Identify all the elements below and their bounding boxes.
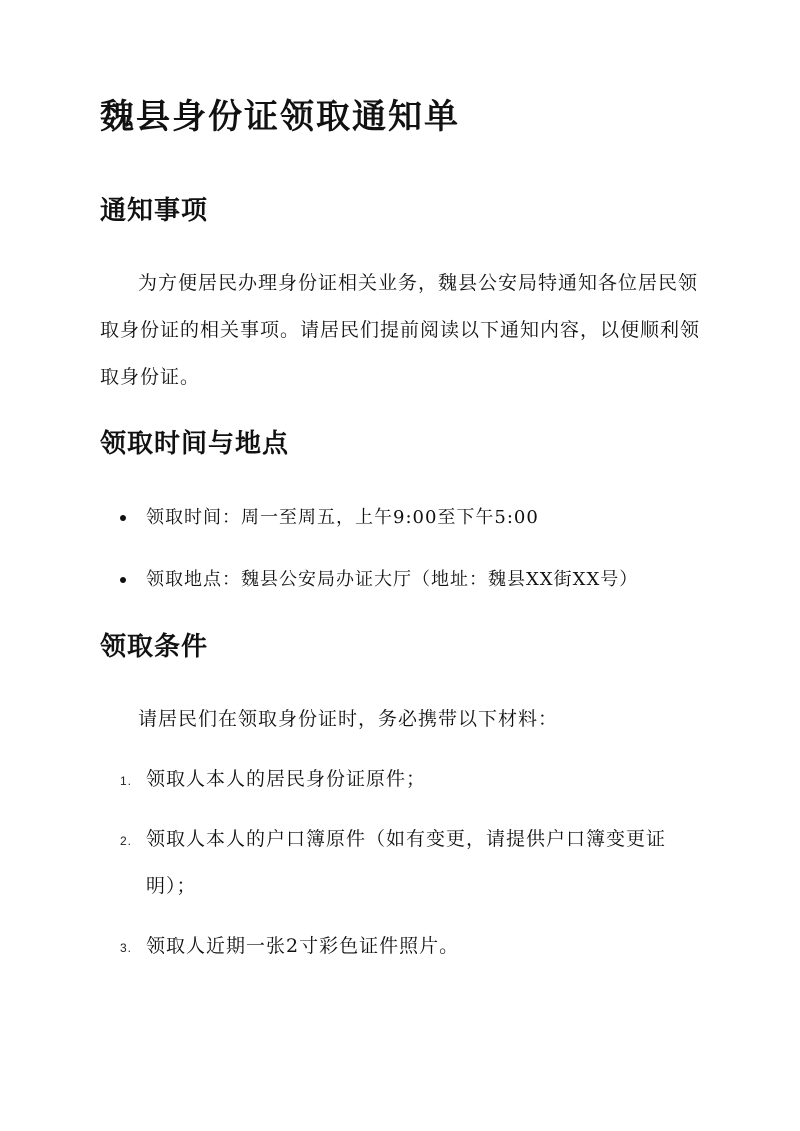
- list-item-text: 领取人本人的户口簿原件（如有变更，请提供户口簿变更证明）；: [146, 828, 667, 897]
- list-item-text: 领取人近期一张2寸彩色证件照片。: [146, 935, 460, 957]
- section-heading-notice: 通知事项: [100, 196, 209, 226]
- list-item-pickup-time: [100, 500, 700, 536]
- list-item-text: 领取地点：魏县公安局办证大厅（地址：魏县XX街XX号）: [146, 569, 639, 590]
- list-item-id-card: [100, 756, 700, 803]
- document-title: 魏县身份证领取通知单: [100, 97, 460, 137]
- list-item-number: 1.: [120, 774, 133, 788]
- list-item-number: 3.: [120, 941, 133, 955]
- list-item-household-register: [100, 816, 700, 910]
- list-item-text: 领取时间：周一至周五，上午9:00至下午5:00: [146, 507, 539, 528]
- time-place-list: [100, 500, 700, 624]
- list-item-number: 2.: [120, 834, 133, 848]
- list-item-text: 领取人本人的居民身份证原件；: [146, 768, 427, 790]
- section-heading-conditions: 领取条件: [100, 632, 209, 662]
- notice-paragraph: 为方便居民办理身份证相关业务，魏县公安局特通知各位居民领取身份证的相关事项。请居民们提前阅读以下通知内容，以便顺利领取身份证。: [100, 272, 701, 388]
- conditions-intro: 请居民们在领取身份证时，务必携带以下材料：: [138, 708, 559, 730]
- list-item-photo: [100, 923, 700, 970]
- section-heading-time-place: 领取时间与地点: [100, 429, 290, 459]
- bullet-icon: [120, 515, 126, 521]
- list-item-pickup-place: [100, 562, 700, 598]
- bullet-icon: [120, 577, 126, 583]
- conditions-list: [100, 756, 700, 970]
